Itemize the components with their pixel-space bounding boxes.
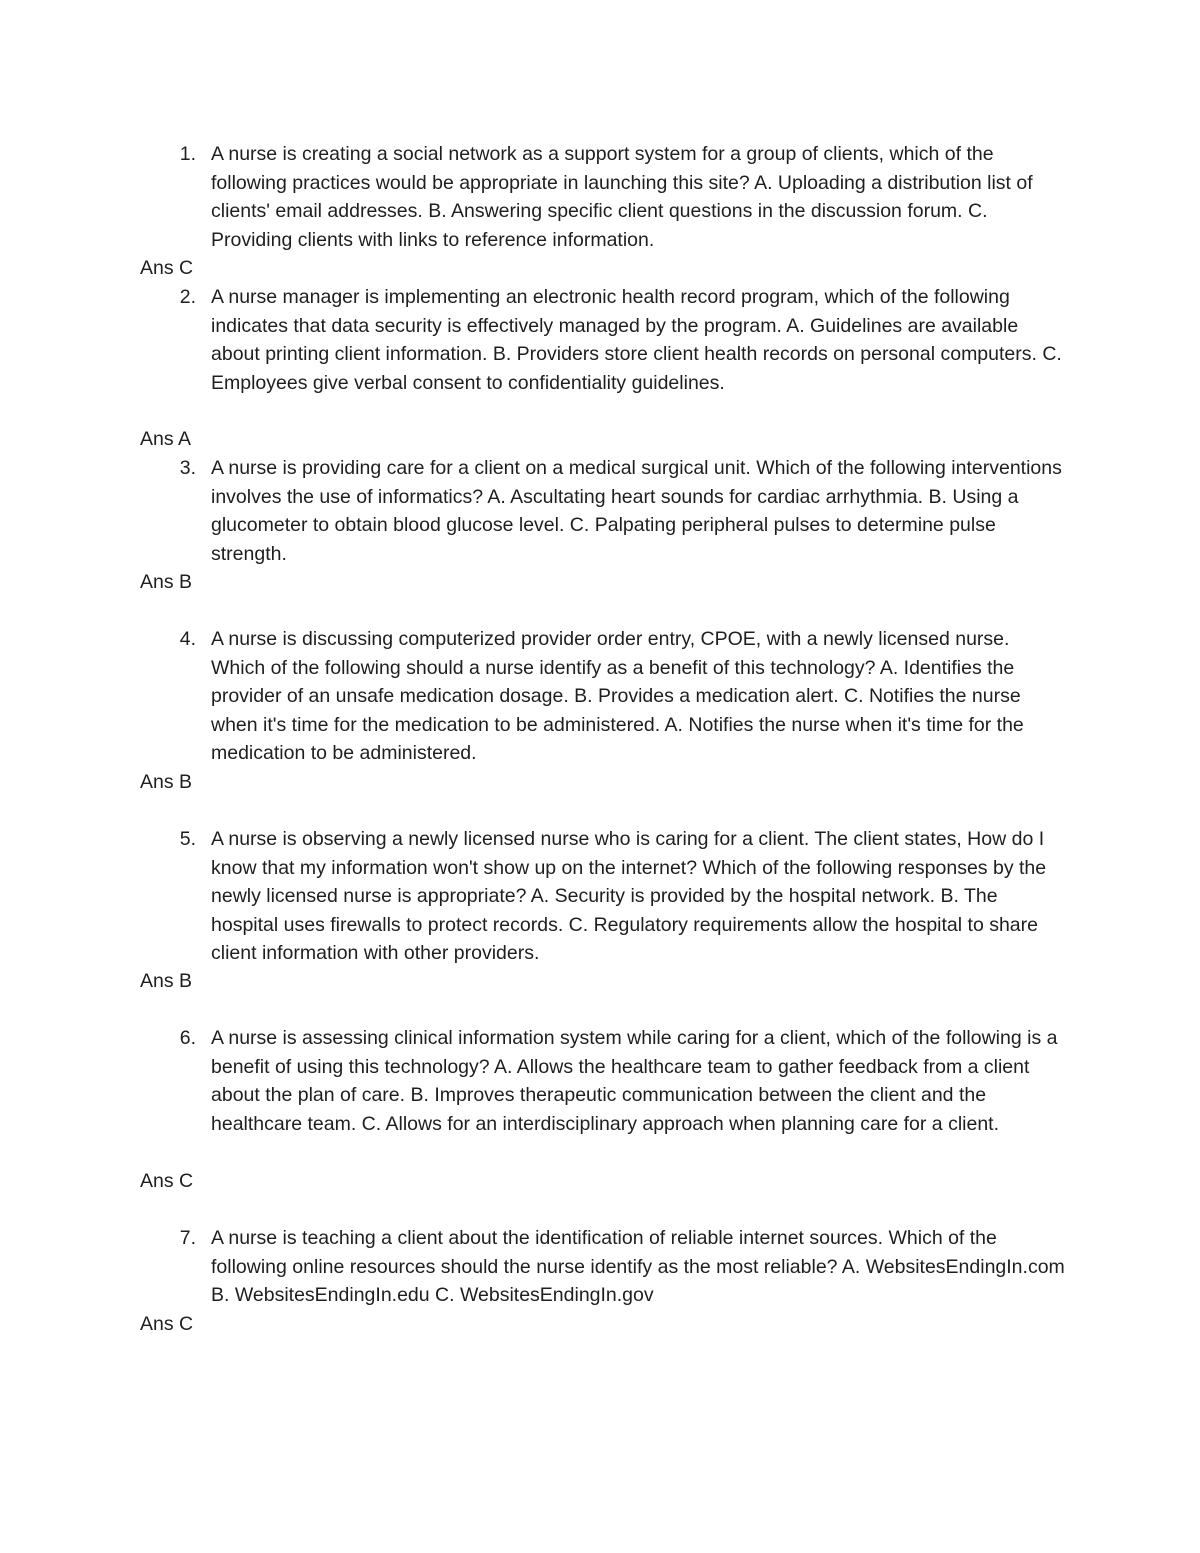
question-text: A nurse is creating a social network as a support system for a group of clients, which of the following practices would be appropriate in launching this site? A. Uploading a distribution list of clients' email addresses. B. Answering specific client questions in the discussion forum. C. Providing clients with links to reference information. [211, 143, 1033, 251]
question-number: 2. [179, 286, 196, 308]
answer-2: Ans A [140, 428, 191, 450]
answer-7: Ans C [140, 1313, 194, 1335]
question-number: 7. [179, 1227, 196, 1249]
question-text: A nurse is assessing clinical information system while caring for a client, which of the following is a benefit of using this technology? A. Allows the healthcare team to gather feedback from a client about the plan of care. B. Improves therapeutic communication between the client and the healthcare team. C. Allows for an interdisciplinary approach when planning care for a client. [211, 1027, 1058, 1135]
answer-6: Ans C [140, 1170, 194, 1192]
question-text: A nurse is teaching a client about the identification of reliable internet sources. Which of the following online resources should the nurse identify as the most reliable? A. WebsitesEndingIn.com B. WebsitesEndingIn.edu C. WebsitesEndingIn.gov [211, 1227, 1065, 1307]
question-number: 3. [179, 457, 196, 479]
answer-4: Ans B [140, 771, 193, 793]
question-text: A nurse is observing a newly licensed nurse who is caring for a client. The client states, How do I know that my information won't show up on the internet? Which of the following responses by the newly licensed nurse is appropriate? A. Security is provided by the hospital network. B. The hospital uses firewalls to protect records. C. Regulatory requirements allow the hospital to share client information with other providers. [211, 828, 1047, 965]
question-number: 6. [179, 1027, 196, 1049]
question-text: A nurse is providing care for a client on a medical surgical unit. Which of the following interventions involves the use of informatics? A. Ascultating heart sounds for cardiac arrhythmia. B. Using a glucometer to obtain blood glucose level. C. Palpating peripheral pulses to determine pulse strength. [211, 457, 1062, 565]
question-number: 1. [179, 143, 196, 165]
question-number: 4. [179, 628, 196, 650]
question-text: A nurse is discussing computerized provider order entry, CPOE, with a newly licensed nurse. Which of the following should a nurse identify as a benefit of this technology? A. Identifies the provider of an unsafe medication dosage. B. Provides a medication alert. C. Notifies the nurse when it's time for the medication to be administered. A. Notifies the nurse when it's time for the medication to be administered. [211, 628, 1024, 765]
answer-1: Ans C [140, 257, 194, 279]
question-number: 5. [179, 828, 196, 850]
answer-5: Ans B [140, 970, 193, 992]
question-text: A nurse manager is implementing an electronic health record program, which of the following indicates that data security is effectively managed by the program. A. Guidelines are available about printing client information. B. Providers store client health records on personal computers. C. Employees give verbal consent to confidentiality guidelines. [211, 286, 1062, 394]
answer-3: Ans B [140, 571, 193, 593]
